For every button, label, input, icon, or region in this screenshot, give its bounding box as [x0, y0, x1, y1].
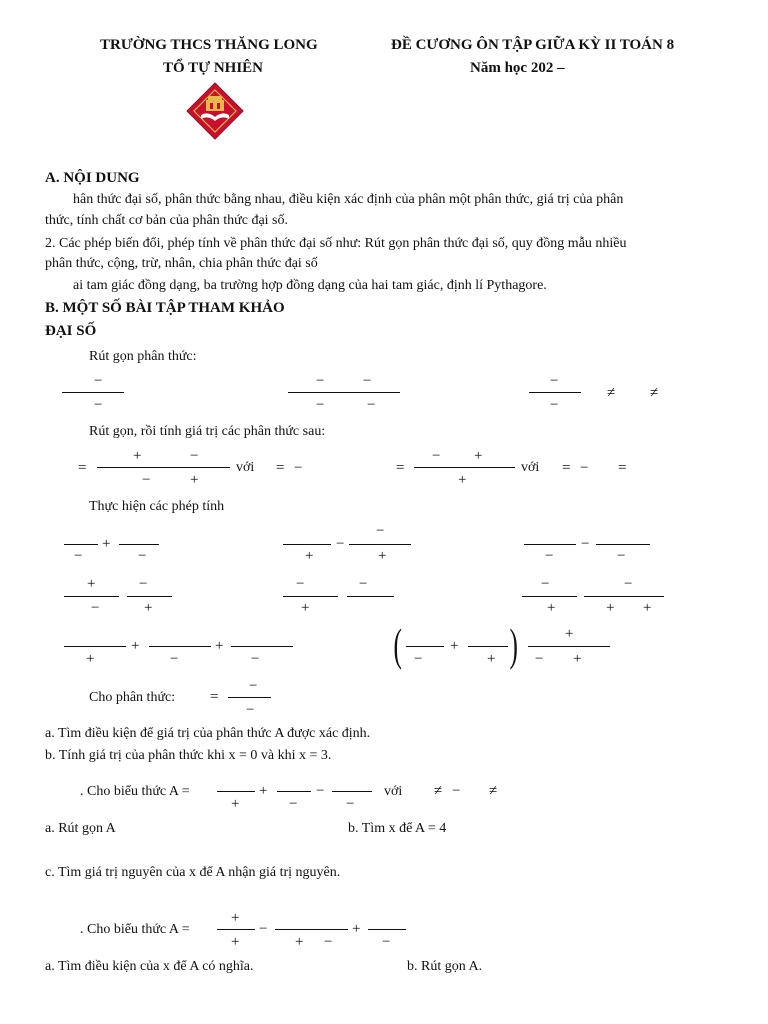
- minus-sign: −: [550, 397, 559, 413]
- minus-sign: −: [324, 934, 333, 950]
- equals-sign: =: [562, 460, 571, 476]
- fraction-bar: [522, 596, 577, 597]
- minus-sign: −: [94, 373, 103, 389]
- equals-sign: =: [396, 460, 405, 476]
- minus-sign: −: [251, 651, 260, 667]
- minus-sign: −: [452, 783, 461, 799]
- minus-sign: −: [296, 576, 305, 592]
- ex5-part-c: c. Tìm giá trị nguyên của x để A nhận giá trị nguyên.: [45, 865, 341, 880]
- minus-sign: −: [74, 548, 83, 564]
- section-a-p1-line2: thức, tính chất cơ bản của phân thức đại số.: [45, 213, 289, 228]
- ex3-prompt: Thực hiện các phép tính: [89, 499, 225, 514]
- plus-sign: +: [487, 651, 496, 667]
- plus-sign: +: [606, 600, 615, 616]
- fraction-bar: [64, 596, 119, 597]
- ex4-prompt: Cho phân thức:: [89, 690, 176, 705]
- section-a-p2-line2: phân thức, cộng, trừ, nhân, chia phân thức đại số: [45, 256, 318, 271]
- plus-sign: +: [295, 934, 304, 950]
- equals-sign: =: [276, 460, 285, 476]
- fraction-bar: [468, 646, 508, 647]
- department-name: TỔ TỰ NHIÊN: [163, 60, 264, 76]
- minus-sign: −: [550, 373, 559, 389]
- ex4-part-b: b. Tính giá trị của phân thức khi x = 0 và khi x = 3.: [45, 748, 332, 763]
- neq-sign: ≠: [607, 385, 616, 401]
- ex5-prompt: . Cho biểu thức A =: [80, 784, 190, 799]
- minus-sign: −: [139, 576, 148, 592]
- fraction-bar: [64, 544, 98, 545]
- minus-sign: −: [316, 783, 325, 799]
- school-logo: [186, 82, 244, 140]
- minus-sign: −: [541, 576, 550, 592]
- fraction-bar: [217, 791, 255, 792]
- fraction-bar: [283, 544, 331, 545]
- minus-sign: −: [289, 796, 298, 812]
- minus-sign: −: [414, 651, 423, 667]
- plus-sign: +: [547, 600, 556, 616]
- ex4-part-a: a. Tìm điều kiện để giá trị của phân thức A được xác định.: [45, 726, 371, 741]
- plus-sign: +: [259, 783, 268, 799]
- fraction-bar: [347, 596, 394, 597]
- fraction-bar: [277, 791, 311, 792]
- algebra-subheading: ĐẠI SỐ: [45, 323, 97, 339]
- plus-sign: +: [352, 921, 361, 937]
- plus-sign: +: [231, 910, 240, 926]
- minus-sign: −: [336, 536, 345, 552]
- minus-sign: −: [246, 702, 255, 718]
- neq-sign: ≠: [489, 783, 498, 799]
- minus-sign: −: [359, 576, 368, 592]
- ex5-part-b: b. Tìm x để A = 4: [348, 821, 447, 836]
- equals-sign: =: [618, 460, 627, 476]
- minus-sign: −: [382, 934, 391, 950]
- document-title: ĐỀ CƯƠNG ÔN TẬP GIỮA KỲ II TOÁN 8: [391, 37, 675, 53]
- ex6-prompt: . Cho biểu thức A =: [80, 922, 190, 937]
- fraction-bar: [275, 929, 348, 930]
- minus-sign: −: [580, 460, 589, 476]
- fraction-bar: [283, 596, 338, 597]
- close-paren: ): [509, 619, 518, 670]
- minus-sign: −: [170, 651, 179, 667]
- ex1-prompt: Rút gọn phân thức:: [89, 349, 197, 364]
- neq-sign: ≠: [434, 783, 443, 799]
- plus-sign: +: [190, 472, 199, 488]
- fraction-bar: [62, 392, 124, 393]
- plus-sign: +: [450, 638, 459, 654]
- minus-sign: −: [376, 523, 385, 539]
- plus-sign: +: [86, 651, 95, 667]
- fraction-bar: [528, 646, 610, 647]
- plus-sign: +: [102, 536, 111, 552]
- with-word: với: [521, 460, 540, 475]
- plus-sign: +: [378, 548, 387, 564]
- section-b-heading: B. MỘT SỐ BÀI TẬP THAM KHẢO: [45, 300, 285, 316]
- ex6-part-b: b. Rút gọn A.: [407, 959, 483, 974]
- minus-sign: −: [316, 373, 325, 389]
- minus-sign: −: [259, 921, 268, 937]
- fraction-bar: [119, 544, 159, 545]
- plus-sign: +: [131, 638, 140, 654]
- fraction-bar: [217, 929, 255, 930]
- section-a-p1-line1: hân thức đại số, phân thức bằng nhau, điều kiện xác định của phân một phân thức, giá trị của phân: [73, 192, 624, 207]
- ex5-part-a: a. Rút gọn A: [45, 821, 116, 836]
- plus-sign: +: [87, 576, 96, 592]
- minus-sign: −: [94, 397, 103, 413]
- ex2-prompt: Rút gọn, rồi tính giá trị các phân thức sau:: [89, 424, 326, 439]
- fraction-bar: [127, 596, 172, 597]
- fraction-bar: [149, 646, 211, 647]
- minus-sign: −: [91, 600, 100, 616]
- fraction-bar: [64, 646, 126, 647]
- plus-sign: +: [231, 796, 240, 812]
- fraction-bar: [524, 544, 576, 545]
- plus-sign: +: [474, 448, 483, 464]
- school-year: Năm học 202 –: [470, 60, 565, 76]
- minus-sign: −: [138, 548, 147, 564]
- plus-sign: +: [643, 600, 652, 616]
- fraction-bar: [97, 467, 230, 468]
- fraction-bar: [332, 791, 372, 792]
- section-a-p3: ai tam giác đồng dạng, ba trường hợp đồng dạng của hai tam giác, định lí Pythagore.: [73, 278, 547, 293]
- plus-sign: +: [458, 472, 467, 488]
- fraction-bar: [368, 929, 406, 930]
- minus-sign: −: [190, 448, 199, 464]
- minus-sign: −: [294, 460, 303, 476]
- equals-sign: =: [78, 460, 87, 476]
- plus-sign: +: [305, 548, 314, 564]
- minus-sign: −: [316, 397, 325, 413]
- minus-sign: −: [432, 448, 441, 464]
- fraction-bar: [349, 544, 411, 545]
- plus-sign: +: [144, 600, 153, 616]
- ex6-part-a: a. Tìm điều kiện của x để A có nghĩa.: [45, 959, 254, 974]
- plus-sign: +: [565, 626, 574, 642]
- minus-sign: −: [617, 548, 626, 564]
- minus-sign: −: [624, 576, 633, 592]
- school-name: TRƯỜNG THCS THĂNG LONG: [100, 37, 318, 53]
- open-paren: (: [393, 619, 402, 670]
- plus-sign: +: [231, 934, 240, 950]
- minus-sign: −: [367, 397, 376, 413]
- fraction-bar: [529, 392, 581, 393]
- plus-sign: +: [301, 600, 310, 616]
- fraction-bar: [231, 646, 293, 647]
- fraction-bar: [288, 392, 400, 393]
- minus-sign: −: [535, 651, 544, 667]
- plus-sign: +: [133, 448, 142, 464]
- minus-sign: −: [545, 548, 554, 564]
- minus-sign: −: [346, 796, 355, 812]
- with-word: với: [236, 460, 255, 475]
- equals-sign: =: [210, 689, 219, 705]
- section-a-heading: A. NỘI DUNG: [45, 170, 140, 186]
- with-word: với: [384, 784, 403, 799]
- fraction-bar: [406, 646, 444, 647]
- minus-sign: −: [363, 373, 372, 389]
- fraction-bar: [596, 544, 650, 545]
- minus-sign: −: [142, 472, 151, 488]
- fraction-bar: [414, 467, 515, 468]
- fraction-bar: [228, 697, 271, 698]
- plus-sign: +: [215, 638, 224, 654]
- minus-sign: −: [581, 536, 590, 552]
- plus-sign: +: [573, 651, 582, 667]
- neq-sign: ≠: [650, 385, 659, 401]
- minus-sign: −: [249, 678, 258, 694]
- section-a-p2-line1: 2. Các phép biến đổi, phép tính về phân thức đại số như: Rút gọn phân thức đại số, quy đồng mẫu nhiều: [45, 236, 627, 251]
- fraction-bar: [584, 596, 664, 597]
